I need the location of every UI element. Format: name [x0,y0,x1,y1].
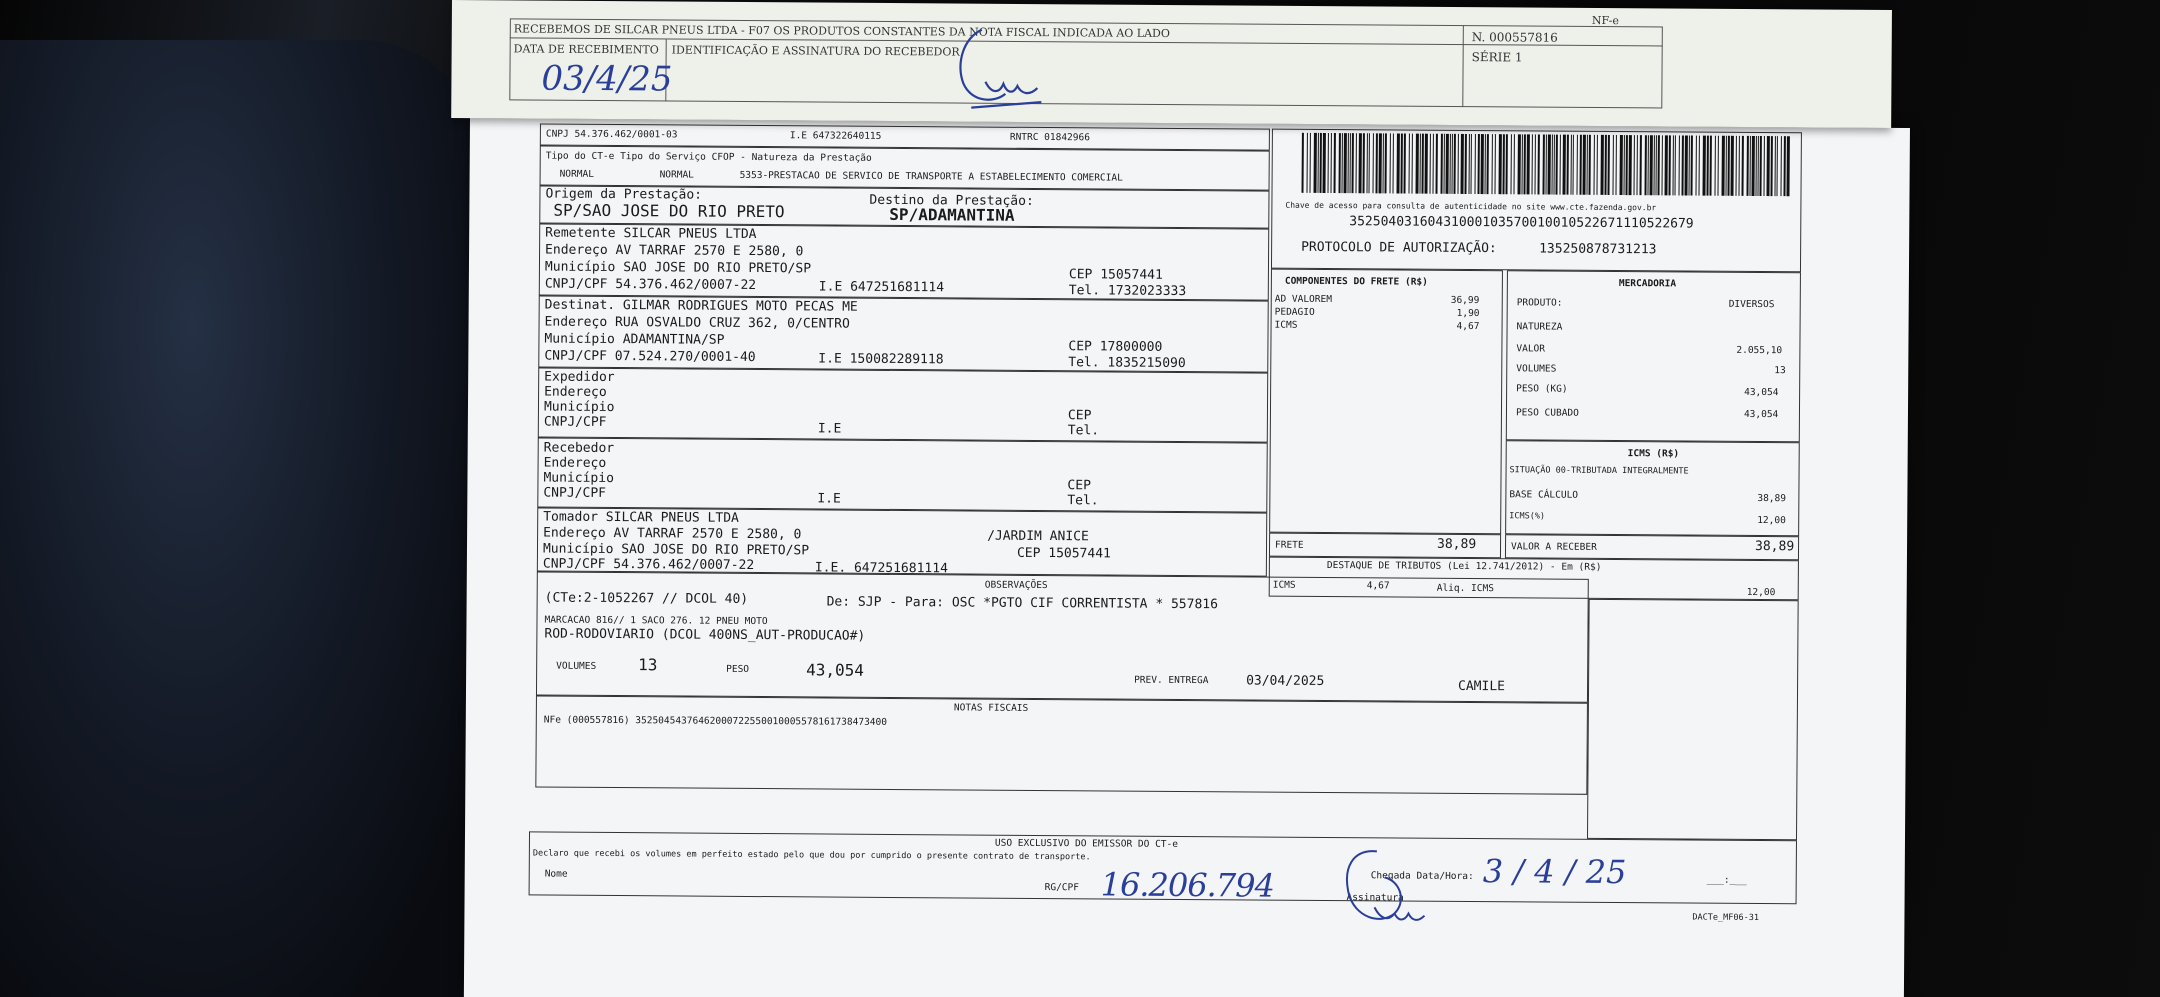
protocolo-value: 135250878731213 [1539,241,1657,258]
barcode-bar [1588,135,1590,195]
recebedor-l1: Recebedor [543,440,615,457]
barcode-bar [1681,135,1683,195]
observacoes-header: OBSERVAÇÕES [984,579,1048,592]
volumes-label: VOLUMES [1516,363,1557,375]
notas-box [535,695,1588,794]
tipo-cte: NORMAL [559,168,594,180]
barcode-bar [1343,133,1346,193]
barcode-bar [1411,134,1412,194]
obs-volumes-value: 13 [638,655,658,675]
mercadoria-header: MERCADORIA [1618,278,1677,290]
barcode-bar [1738,136,1739,196]
notas-line: NFe (000557816) 35250454376462000722550010005578161738473400 [543,714,888,728]
destinatario-cep: CEP 17800000 [1068,339,1163,355]
rodape-uso: USO EXCLUSIVO DO EMISSOR DO CT-e [994,837,1179,850]
obs-peso-label: PESO [726,663,750,675]
barcode-bar [1625,135,1627,195]
expedidor-l3: Município [543,399,615,416]
frete-value: 38,89 [1436,536,1477,553]
barcode-bar [1746,136,1748,196]
canhoto-signature-mark [941,23,1052,114]
recebedor-box [537,437,1267,512]
dacte-form [532,123,1802,924]
barcode-bar [1510,134,1511,194]
origem-value: SP/SAO JOSE DO RIO PRETO [553,200,785,222]
barcode-bar [1706,136,1708,196]
produto-label: PRODUTO: [1516,297,1563,309]
chave-label: Chave de acesso para consulta de autenticidade no site www.cte.fazenda.gov.br [1285,200,1657,213]
barcode-bar [1517,134,1520,194]
barcode-bar [1644,135,1646,195]
componente-label-0: AD VALOREM [1274,293,1332,306]
rodape-chegada-label: Chegada Data/Hora: [1370,870,1474,883]
barcode-bar [1555,135,1557,195]
tributos-aliq-label: Aliq. ICMS [1436,582,1494,595]
barcode-bar [1721,136,1724,196]
barcode-bar [1612,135,1613,195]
tomador-municipio: Município SAO JOSE DO RIO PRETO/SP [542,541,810,559]
barcode-bar [1435,134,1437,194]
barcode-bar [1566,135,1568,195]
top-rntrc: RNTRC 01842966 [1009,131,1090,144]
tributos-icms-label: ICMS [1272,579,1296,591]
barcode-bar [1593,135,1594,195]
expedidor-cep: CEP [1067,408,1092,424]
tipo-servico: NORMAL [659,169,694,181]
barcode-bar [1429,134,1430,194]
barcode-bar [1457,134,1458,194]
barcode-bar [1470,134,1471,194]
barcode-bar [1531,134,1532,194]
barcode-bar [1572,135,1573,195]
icms-aliq-label: ICMS(%) [1509,511,1546,522]
tributos-aliq-value: 12,00 [1746,586,1776,599]
barcode-bar [1639,135,1641,195]
produto-value: DIVERSOS [1728,298,1775,311]
barcode-bar [1415,134,1418,194]
barcode-bar [1453,134,1455,194]
componente-label-2: ICMS [1274,319,1298,331]
barcode-bar [1596,135,1597,195]
barcode-bar [1494,134,1495,194]
barcode-bar [1727,136,1729,196]
icms-header: ICMS (R$) [1627,448,1680,460]
peso-cubado-label: PESO CUBADO [1515,407,1579,419]
expedidor-l1: Expedidor [544,369,615,386]
barcode-bar [1582,135,1585,195]
tipo-cfop: 5353-PRESTACAO DE SERVICO DE TRANSPORTE A ESTABELECIMENTO COMERCIAL [739,169,1123,184]
rodape-declaro: Declaro que recebi os volumes em perfeito estado pelo que dou por cumprido o presente contrato de transporte. [532,848,1091,863]
peso-value: 43,054 [1744,386,1779,399]
tributos-icms-value: 4,67 [1366,580,1390,592]
icms-aliq-value: 12,00 [1757,514,1786,527]
barcode-bar [1486,134,1488,194]
barcode-bar [1389,133,1390,193]
barcode-bar [1759,136,1761,196]
barcode-bar [1695,136,1696,196]
barcode-bar [1698,136,1699,196]
expedidor-l4: CNPJ/CPF [543,414,607,430]
barcode-bar [1432,134,1433,194]
canhoto-date-label: DATA DE RECEBIMENTO [513,42,659,57]
barcode-bar [1491,134,1492,194]
background-cloth [0,40,480,997]
canhoto-receipt-text: RECEBEMOS DE SILCAR PNEUS LTDA - F07 OS PRODUTOS CONSTANTES DA NOTA FISCAL INDICADA AO LADO [513,22,1170,41]
barcode [1301,133,1791,196]
tomador-cnpj: CNPJ/CPF 54.376.462/0007-22 [542,556,755,573]
barcode-bar [1776,136,1777,196]
rodape-hora-blank: ___:___ [1706,874,1747,886]
rodape-nome-label: Nome [544,868,568,880]
chave-value: 35250403160431000103570010010522671110522679 [1349,214,1694,232]
componente-value-2: 4,67 [1456,320,1480,333]
barcode-bar [1474,134,1475,194]
barcode-bar [1309,133,1310,193]
barcode-bar [1421,134,1423,194]
barcode-bar [1786,136,1789,196]
barcode-bar [1351,133,1353,193]
barcode-bar [1678,135,1679,195]
barcode-bar [1633,135,1634,195]
receber-label: VALOR A RECEBER [1510,541,1597,553]
protocolo-label: PROTOCOLO DE AUTORIZAÇÃO: [1301,239,1497,257]
barcode-bar [1690,136,1692,196]
expedidor-ie: I.E [817,421,842,437]
recebedor-l4: CNPJ/CPF [543,485,607,501]
tomador-name: Tomador SILCAR PNEUS LTDA [543,509,739,526]
expedidor-l2: Endereço [544,384,607,400]
barcode-bar [1783,136,1785,196]
obs-prev-label: PREV. ENTREGA [1134,674,1209,687]
barcode-bar [1355,133,1356,193]
barcode-bar [1735,136,1736,196]
barcode-bar [1498,134,1501,194]
barcode-bar [1372,133,1373,193]
destino-label: Destino da Prestação: [869,192,1034,209]
barcode-bar [1505,134,1507,194]
remetente-cep: CEP 15057441 [1068,267,1163,283]
barcode-bar [1392,133,1393,193]
barcode-bar [1619,135,1622,195]
barcode-bar [1628,135,1631,195]
barcode-bar [1702,136,1705,196]
barcode-bar [1576,135,1577,195]
peso-cubado-value: 43,054 [1743,408,1779,421]
barcode-bar [1477,134,1479,194]
handwritten-rg: 16.206.794 [1100,865,1275,905]
componente-value-0: 36,99 [1450,294,1480,307]
obs-line3: ROD-RODOVIARIO (DCOL 400NS_AUT-PRODUCAO#) [544,626,866,644]
barcode-bar [1780,136,1781,196]
barcode-bar [1717,136,1718,196]
barcode-bar [1306,133,1307,193]
rodape-rg-label: RG/CPF [1044,882,1080,894]
obs-line2: MARCACAO 816// 1 SACO 276. 12 PNEU MOTO [544,614,768,628]
recebedor-l3: Município [543,470,614,487]
barcode-bar [1368,133,1369,193]
obs-line1: (CTe:2-1052267 // DCOL 40) [544,590,749,607]
barcode-bar [1741,136,1743,196]
peso-label: PESO (KG) [1516,383,1568,395]
barcode-bar [1534,134,1535,194]
natureza-label: NATUREZA [1516,321,1563,333]
barcode-bar [1714,136,1715,196]
barcode-bar [1763,136,1764,196]
valor-label: VALOR [1516,343,1546,355]
barcode-bar [1709,136,1711,196]
barcode-bar [1338,133,1340,193]
dacte-page [464,118,1910,997]
barcode-bar [1600,135,1603,195]
canhoto-nfe-label: NF-e [1591,13,1619,28]
barcode-bar [1358,133,1361,193]
destino-value: SP/ADAMANTINA [889,204,1015,225]
volumes-value: 13 [1774,365,1786,377]
barcode-bar [1403,134,1405,194]
tomador-endereco: Endereço AV TARRAF 2570 E 2580, 0 [543,525,802,543]
recebedor-cep: CEP [1067,478,1091,494]
barcode-bar [1684,135,1687,195]
canhoto-number: N. 000557816 [1471,30,1558,45]
barcode-bar [1526,134,1529,194]
destinatario-name: Destinat. GILMAR RODRIGUES MOTO PECAS ME [544,297,858,315]
barcode-bar [1502,134,1504,194]
barcode-bar [1327,133,1328,193]
barcode-bar [1333,133,1335,193]
canhoto-series: SÉRIE 1 [1471,50,1523,65]
componente-value-1: 1,90 [1456,307,1480,320]
barcode-bar [1378,133,1381,193]
barcode-bar [1730,136,1733,196]
barcode-bar [1301,133,1303,193]
barcode-bar [1445,134,1448,194]
barcode-bar [1464,134,1466,194]
barcode-bar [1770,136,1772,196]
top-cnpj: CNPJ 54.376.462/0001-03 [545,128,678,141]
barcode-bar [1322,133,1325,193]
obs-name: CAMILE [1458,678,1506,695]
destinatario-ie: I.E 150082289118 [818,351,944,368]
destinatario-municipio: Município ADAMANTINA/SP [544,331,725,348]
expedidor-box [538,367,1268,442]
barcode-bar [1547,135,1550,195]
componentes-header: COMPONENTES DO FRETE (R$) [1284,275,1428,288]
barcode-bar [1579,135,1581,195]
canhoto-id-label: IDENTIFICAÇÃO E ASSINATURA DO RECEBEDOR [671,43,960,59]
barcode-bar [1559,135,1560,195]
barcode-bar [1424,134,1427,194]
obs-peso-value: 43,054 [806,660,865,680]
barcode-bar [1649,135,1652,195]
icms-base-value: 38,89 [1757,492,1787,505]
barcode-bar [1319,133,1321,193]
receber-value: 38,89 [1754,538,1795,555]
barcode-bar [1375,133,1377,193]
obs-line1b: De: SJP - Para: OSC *PGTO CIF CORRENTISTA * 557816 [826,594,1219,613]
remetente-tel: Tel. 1732023333 [1068,283,1187,300]
tomador-cep: CEP 15057441 [1016,545,1111,562]
barcode-bar [1636,135,1637,195]
barcode-bar [1604,135,1606,195]
recebedor-tel: Tel. [1067,493,1099,509]
tomador-bairro: /JARDIM ANICE [987,528,1089,545]
remetente-name: Remetente SILCAR PNEUS LTDA [545,225,757,243]
barcode-bar [1460,134,1463,194]
rodape-code: DACTe_MF06-31 [1692,912,1760,924]
obs-prev-value: 03/04/2025 [1246,673,1325,689]
barcode-bar [1330,133,1331,193]
barcode-bar [1668,135,1670,195]
barcode-bar [1542,134,1544,194]
destinatario-endereco: Endereço RUA OSVALDO CRUZ 362, 0/CENTRO [544,314,850,332]
expedidor-tel: Tel. [1067,423,1100,439]
icms-base-label: BASE CÁLCULO [1509,489,1579,501]
destinatario-tel: Tel. 1835215090 [1068,355,1186,372]
recebedor-l2: Endereço [543,455,607,471]
barcode-bar [1408,134,1409,194]
recebedor-ie: I.E [817,491,841,507]
barcode-bar [1440,134,1442,194]
barcode-bar [1674,135,1675,195]
top-ie: I.E 647322640115 [789,130,882,142]
barcode-bar [1480,134,1483,194]
canhoto-handwritten-date: 03/4/25 [541,58,673,100]
remetente-municipio: Município SAO JOSE DO RIO PRETO/SP [544,259,812,277]
barcode-bar [1513,134,1514,194]
extra-box [1587,599,1799,840]
origem-label: Origem da Prestação: [545,186,703,203]
barcode-bar [1362,133,1364,193]
obs-volumes-label: VOLUMES [556,660,597,672]
tipo-header: Tipo do CT-e Tipo do Serviço CFOP - Natureza da Prestação [545,150,872,164]
barcode-bar [1751,136,1754,196]
handwritten-chegada: 3 / 4 / 25 [1482,852,1627,892]
barcode-bar [1766,136,1769,196]
canhoto-stub [451,0,1892,128]
notas-header: NOTAS FISCAIS [953,702,1029,714]
destinatario-cnpj: CNPJ/CPF 07.524.270/0001-40 [544,348,756,365]
tributos-header: DESTAQUE DE TRIBUTOS (Lei 12.741/2012) - Em (R$) [1326,559,1602,573]
icms-situacao: SITUAÇÃO 00-TRIBUTADA INTEGRALMENTE [1509,465,1689,477]
rodape-assinatura-label: Assinatura [1346,892,1404,904]
barcode-bar [1562,135,1565,195]
tomador-ie: I.E. 647251681114 [814,560,948,577]
barcode-bar [1396,133,1399,193]
barcode-bar [1400,133,1402,193]
remetente-ie: I.E 647251681114 [818,279,945,296]
barcode-bar [1607,135,1609,195]
componente-label-1: PEDAGIO [1274,306,1315,318]
barcode-bar [1657,135,1659,195]
barcode-bar [1664,135,1667,195]
valor-value: 2.055,10 [1736,344,1783,357]
barcode-bar [1615,135,1616,195]
remetente-cnpj: CNPJ/CPF 54.376.462/0007-22 [544,276,757,294]
barcode-bar [1384,133,1386,193]
remetente-endereco: Endereço AV TARRAF 2570 E 2580, 0 [545,242,804,260]
barcode-bar [1313,133,1316,193]
barcode-bar [1523,134,1525,194]
frete-label: FRETE [1274,539,1304,551]
barcode-bar [1661,135,1662,195]
signature-mark [1314,847,1455,938]
barcode-bar [1537,134,1539,194]
